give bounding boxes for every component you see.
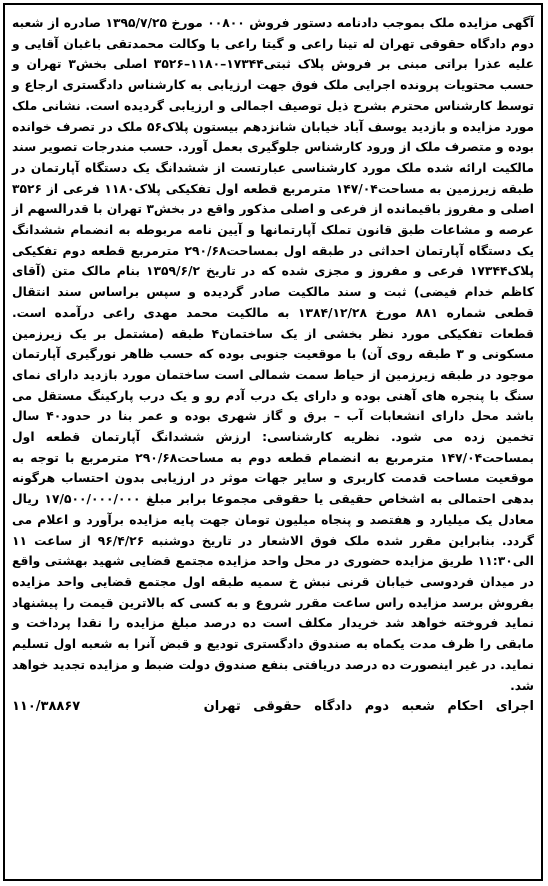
notice-body-text: آگهی مزایده ملک بموجب دادنامه دستور فروش ۰۰۸۰۰ مورخ ۱۳۹۵/۷/۲۵ صادره از شعبه دوم دادگاه حقوقی تهران له تینا راعی و گیتا راعی با وکالت محمدتقی باغبان آقایی و علیه عذرا براتی مبنی بر فروش پلاک ثبتی۱۷۳۴۴–۱۱۸۰–۳۵۲۶ اصلی بخش۳ تهران و حسب محتویات پرونده اجرایی ملک فوق جهت ارزیابی به کارشناس دادگستری ارجاع و توسط کارشناس محترم بشرح ذیل توصیف اجمالی و ارزیابی گردیده است. نشانی ملک مورد مزایده و بازدید یوسف آباد خیابان شانزدهم بیستون پلاک۵۶ ملک در تصرف خوانده بوده و متصرف ملک از ورود کارشناس جلوگیری بعمل آورد. حسب مندرجات تصویر سند مالکیت ارائه شده ملک مورد کارشناسی عبارتست از ششدانگ یک دستگاه آپارتمان در طبقه زیرزمین به مساحت۱۴۷/۰۴ مترمربع قطعه اول تفکیکی پلاک۱۱۸۰ فرعی از ۳۵۲۶ اصلی و مفروز باقیمانده از فرعی و اصلی مذکور واقع در بخش۳ تهران با قدرالسهم از عرصه و مشاعات طبق قانون تملک آپارتمانها و آیین نامه مربوطه به انضمام ششدانگ یک دستگاه آپارتمان احداثی در طبقه اول بمساحت۲۹۰/۶۸ مترمربع قطعه دوم تفکیکی پلاک۱۷۳۴۴ فرعی و مفروز و مجزی شده که در تاریخ ۱۳۵۹/۶/۲ بنام مالک متن (آقای کاظم خدام فیضی) ثبت و سند مالکیت صادر گردیده و سپس براساس سند انتقال قطعی شماره ۸۸۱ مورخ ۱۳۸۴/۱۲/۲۸ به مالکیت محمد مهدی راعی درآمده است. قطعات تفکیکی مورد نظر بخشی از یک ساختمان۴ طبقه (مشتمل بر یک زیرزمین مسکونی و ۳ طبقه روی آن) با موقعیت جنوبی بوده که حسب ظاهر نورگیری آپارتمان موجود در طبقه زیرزمین از حیاط سمت شمالی است ساختمان مورد بازدید دارای نمای سنگ با پنجره های آهنی بوده و دارای یک درب آدم رو و یک درب پارکینگ مستقل می باشد محل دارای انشعابات آب – برق و گاز شهری بوده و عمر بنا در حدود۴۰ سال تخمین زده می شود. نظریه کارشناسی: ارزش ششدانگ آپارتمان قطعه اول بمساحت۱۴۷/۰۴ مترمربع به انضمام قطعه دوم به مساحت۲۹۰/۶۸ مترمربع با توجه به موقعیت مساحت قدمت کاربری و سایر جهات موثر در ارزیابی بدون احتساب هرگونه بدهی احتمالی به اشخاص حقیقی یا حقوقی مجموعا برابر مبلغ ۱۷/۵۰۰/۰۰۰/۰۰۰ ریال معادل یک میلیارد و هفتصد و پنجاه میلیون تومان جهت پایه مزایده برآورد و اعلام می گردد. بنابراین مقرر شده ملک فوق الاشعار در تاریخ دوشنبه ۹۶/۴/۲۶ از ساعت ۱۱ الی۱۱:۳۰ طریق مزایده حضوری در محل واحد مزایده مجتمع قضایی شهید بهشتی واقع در میدان فردوسی خیابان قرنی نبش خ سمیه طبقه اول مجتمع قضایی واحد مزایده بفروش برسد مزایده راس ساعت مقرر شروع و به کسی که بالاترین قیمت را پیشنهاد نماید فروخته خواهد شد خریدار مکلف است ده درصد مبلغ مزایده را نقدا پرداخت و مابقی را ظرف مدت یکماه به صندوق دادگستری تودیع و قبض آنرا به شعبه اول تسلیم نماید. در غیر اینصورت ده درصد دریافتی بنفع صندوق دولت ضبط و مزایده تجدید خواهد شد. xyxy=(12,16,535,693)
auction-notice xyxy=(3,3,543,881)
notice-footer xyxy=(12,696,534,718)
notice-code: ۱۱۰/۳۸۸۶۷ xyxy=(12,699,81,715)
issuer-signature: اجرای احکام شعبه دوم دادگاه حقوقی تهران xyxy=(203,699,534,715)
